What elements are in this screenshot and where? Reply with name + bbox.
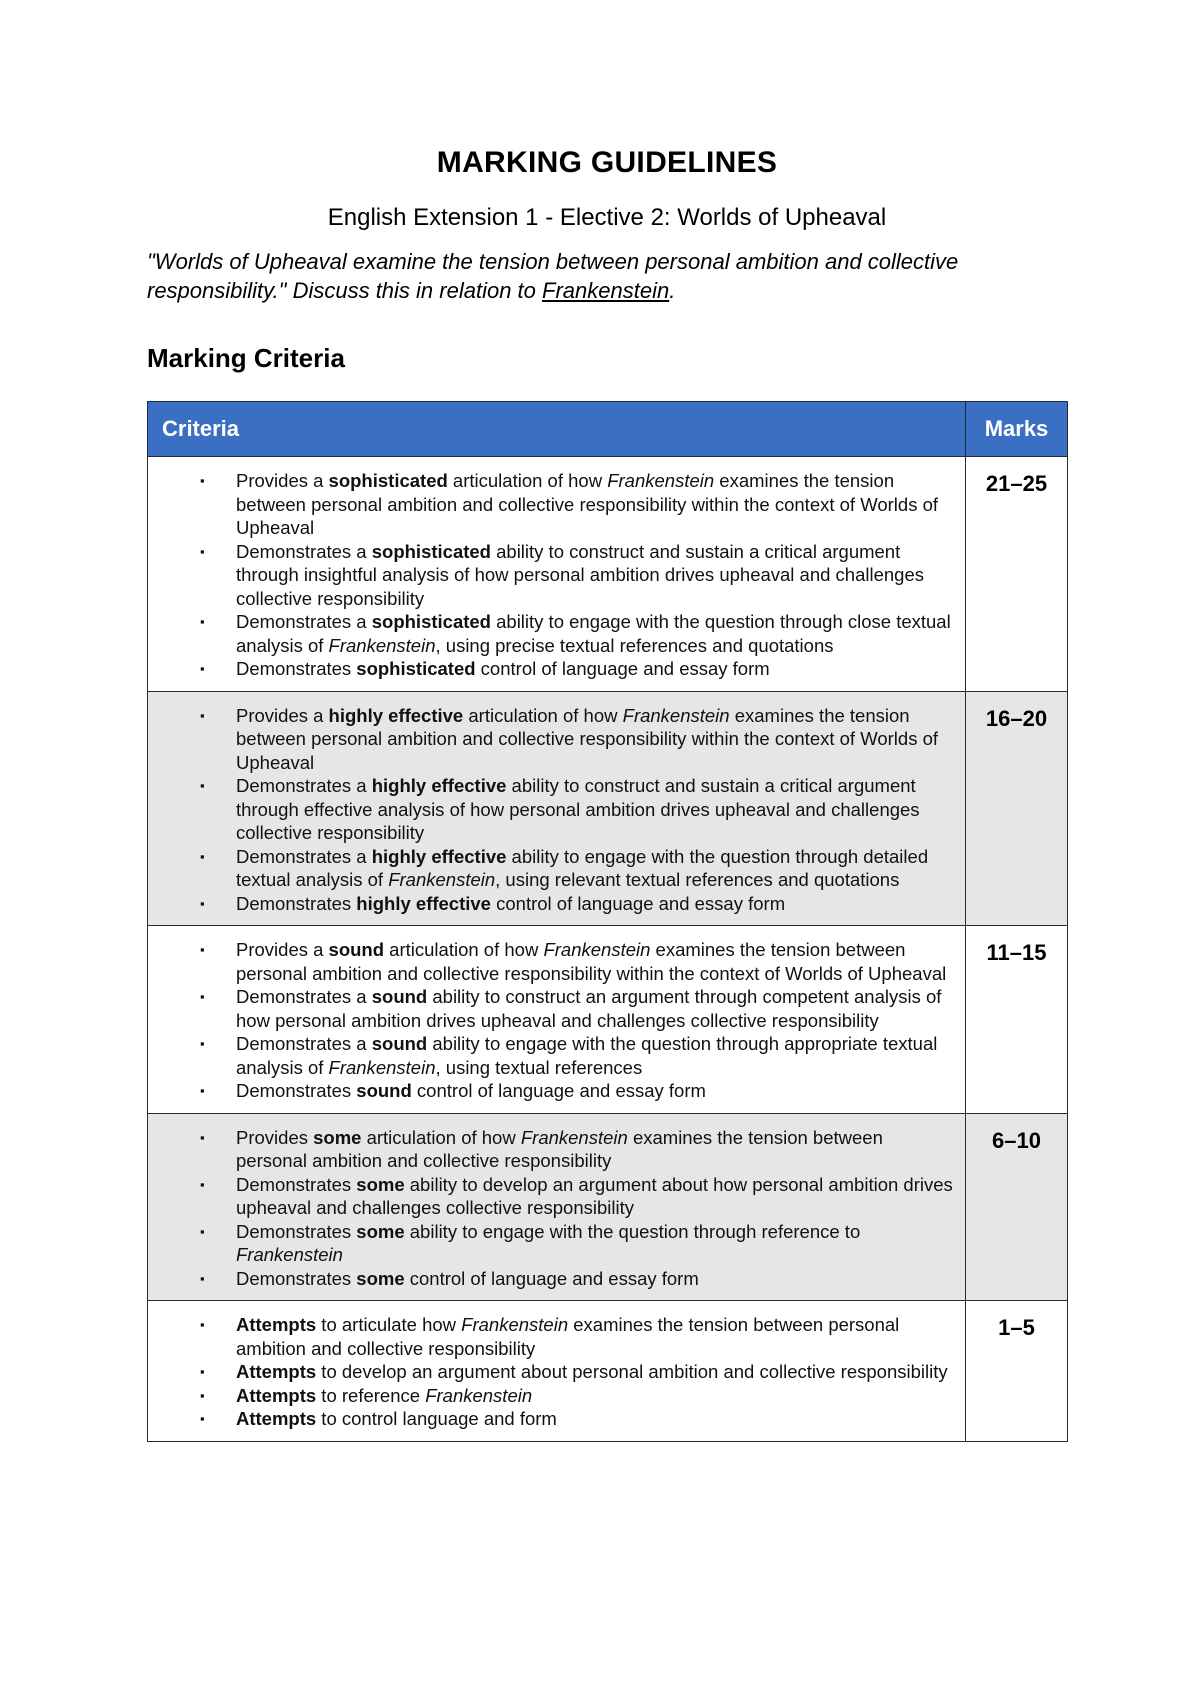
criteria-list-item	[148, 657, 955, 681]
marks-range: 16–20	[966, 691, 1068, 926]
criterion-text-title: Frankenstein	[328, 634, 436, 656]
criterion-text: examines the tension between personal ambition and collective responsibility within the context of Worlds of Upheaval	[236, 470, 939, 538]
criterion-text: articulation of how	[361, 1126, 521, 1148]
bullet-icon: ▪	[200, 1083, 205, 1098]
criterion-level-keyword: highly effective	[328, 704, 464, 726]
criterion-text: ability to engage with the question through close textual analysis of	[236, 611, 951, 656]
criterion-text: control of language and essay form	[490, 892, 786, 914]
bullet-icon: ▪	[200, 707, 205, 723]
table-row	[148, 1301, 1068, 1442]
criterion-text: Demonstrates a	[236, 1033, 372, 1054]
bullet-icon: ▪	[200, 942, 205, 957]
criterion-text: to control language and form	[316, 1408, 557, 1429]
bullet-icon: ▪	[200, 1317, 205, 1332]
criterion-level-keyword: sound	[356, 1080, 412, 1101]
criterion-text: Demonstrates a	[236, 611, 372, 632]
bullet-icon: ▪	[200, 661, 205, 676]
criteria-list-item	[148, 1032, 955, 1079]
bullet-icon: ▪	[200, 895, 205, 911]
bullet-icon: ▪	[200, 1411, 205, 1426]
criterion-text: control of language and essay form	[411, 1080, 706, 1101]
criterion-text-title: Frankenstein	[236, 1244, 343, 1265]
criterion-text: examines the tension between personal ambition and collective responsibility within the context of Worlds of Upheaval	[236, 704, 939, 773]
criterion-level-keyword: sophisticated	[371, 540, 491, 562]
criteria-cell	[148, 691, 966, 926]
question-text-title: Frankenstein	[542, 278, 670, 303]
criteria-list-item	[148, 469, 955, 540]
marks-range: 6–10	[966, 1113, 1068, 1301]
bullet-icon: ▪	[200, 989, 205, 1004]
column-header-marks: Marks	[966, 402, 1068, 457]
criteria-list-item	[148, 1173, 955, 1220]
criterion-text: ability to construct and sustain a critical argument through effective analysis of how personal ambition drives upheaval and challenges collective responsibility	[236, 775, 920, 843]
table-row	[148, 691, 1068, 926]
criterion-text: articulation of how	[384, 939, 544, 960]
criterion-text: Demonstrates a	[236, 540, 372, 562]
criterion-text-title: Frankenstein	[607, 470, 715, 491]
bullet-icon: ▪	[200, 848, 205, 864]
criteria-cell	[148, 1301, 966, 1442]
criterion-text-title: Frankenstein	[520, 1126, 628, 1148]
criterion-text: Demonstrates a	[236, 845, 372, 867]
table-row	[148, 1113, 1068, 1301]
document-title: MARKING GUIDELINES	[436, 146, 778, 179]
bullet-icon: ▪	[200, 1387, 205, 1403]
criteria-list-item	[148, 1407, 955, 1431]
bullet-icon: ▪	[200, 543, 205, 559]
criterion-text: , using precise textual references and quotations	[435, 634, 834, 656]
criteria-list-item	[148, 1384, 955, 1408]
criterion-text: Provides a	[236, 470, 329, 491]
criteria-list-item	[148, 892, 955, 916]
criterion-text: to articulate how	[316, 1314, 462, 1335]
criterion-level-keyword: sophisticated	[328, 470, 448, 491]
criterion-text: Demonstrates	[236, 1080, 357, 1101]
criteria-list-item	[148, 540, 955, 611]
criterion-text: Demonstrates	[236, 658, 357, 679]
marks-range: 11–15	[966, 926, 1068, 1114]
criterion-text: Demonstrates	[236, 892, 357, 914]
bullet-icon: ▪	[200, 1223, 205, 1239]
criteria-list-item	[148, 845, 955, 892]
criterion-level-keyword: sound	[371, 986, 428, 1007]
criteria-list	[148, 1301, 965, 1441]
criteria-list-item	[148, 985, 955, 1032]
criteria-list	[148, 926, 965, 1113]
criterion-text: articulation of how	[463, 704, 623, 726]
criterion-level-keyword: Attempts	[236, 1408, 317, 1429]
criterion-text-title: Frankenstein	[543, 939, 651, 960]
document-subtitle: English Extension 1 - Elective 2: Worlds of Upheaval	[327, 204, 887, 231]
criterion-text: Provides a	[236, 939, 329, 960]
criterion-text: ability to construct an argument through competent analysis of how personal ambition drives upheaval and challenges collective responsibility	[236, 986, 942, 1031]
criteria-list-item	[148, 610, 955, 657]
criterion-text-title: Frankenstein	[461, 1314, 569, 1335]
criteria-list-item	[148, 1220, 955, 1267]
criterion-text: Demonstrates	[236, 1173, 357, 1195]
marks-range: 21–25	[966, 457, 1068, 692]
criterion-text: Demonstrates	[236, 1267, 357, 1289]
criterion-text: Provides	[236, 1126, 314, 1148]
criteria-cell	[148, 457, 966, 692]
criteria-list-item	[148, 1360, 955, 1384]
table-row	[148, 457, 1068, 692]
criterion-text-title: Frankenstein	[425, 1384, 533, 1406]
column-header-criteria: Criteria	[148, 402, 966, 457]
criterion-text-title: Frankenstein	[328, 1056, 436, 1078]
criteria-list-item	[148, 1126, 955, 1173]
bullet-icon: ▪	[200, 1270, 205, 1286]
criterion-level-keyword: Attempts	[236, 1384, 317, 1406]
criterion-level-keyword: some	[356, 1173, 405, 1195]
criterion-text: ability to develop an argument about how personal ambition drives upheaval and challenges collective responsibility	[236, 1173, 953, 1218]
table-row	[148, 926, 1068, 1114]
criterion-text: Demonstrates a	[236, 775, 372, 796]
criterion-level-keyword: sound	[371, 1033, 428, 1054]
criterion-text-title: Frankenstein	[622, 704, 730, 726]
criterion-text: ability to engage with the question through reference to	[404, 1220, 861, 1242]
criterion-text-title: Frankenstein	[388, 869, 496, 890]
criterion-text: ability to engage with the question through detailed textual analysis of	[236, 845, 929, 890]
criterion-level-keyword: some	[356, 1267, 405, 1289]
criteria-cell	[148, 1113, 966, 1301]
criterion-text: examines the tension between personal ambition and collective responsibility	[236, 1126, 883, 1171]
criterion-level-keyword: Attempts	[236, 1361, 317, 1382]
section-heading-marking-criteria: Marking Criteria	[147, 343, 345, 373]
criteria-list-item	[148, 1313, 955, 1360]
criterion-level-keyword: sophisticated	[371, 611, 491, 632]
criterion-text: Provides a	[236, 704, 329, 726]
criterion-text: ability to construct and sustain a critical argument through insightful analysis of how personal ambition drives upheaval and challenges collective responsibility	[236, 540, 925, 609]
criterion-text: , using textual references	[435, 1056, 643, 1078]
criterion-level-keyword: some	[313, 1126, 362, 1148]
criterion-text: control of language and essay form	[404, 1267, 699, 1289]
criterion-level-keyword: sophisticated	[356, 658, 476, 679]
criterion-text: examines the tension between personal ambition and collective responsibility	[236, 1314, 900, 1359]
criterion-text: to develop an argument about personal ambition and collective responsibility	[316, 1361, 948, 1382]
bullet-icon: ▪	[200, 1129, 205, 1145]
criteria-list-item	[148, 704, 955, 775]
marks-range: 1–5	[966, 1301, 1068, 1442]
bullet-icon: ▪	[200, 1364, 205, 1379]
criteria-list-item	[148, 1079, 955, 1103]
criterion-level-keyword: Attempts	[236, 1314, 317, 1335]
question-quote: "Worlds of Upheaval examine the tension between personal ambition and collective responsibility." Discuss this in relation to	[147, 249, 959, 303]
table-body	[148, 457, 1068, 1442]
table-header-row	[148, 402, 1068, 457]
bullet-icon: ▪	[200, 1036, 205, 1051]
criteria-list	[148, 1114, 965, 1301]
criterion-text: Demonstrates	[236, 1220, 357, 1242]
criterion-level-keyword: highly effective	[371, 775, 507, 796]
criteria-list-item	[148, 774, 955, 845]
criterion-text: control of language and essay form	[475, 658, 770, 679]
criteria-list	[148, 457, 965, 691]
criterion-text: to reference	[316, 1384, 426, 1406]
criterion-text: , using relevant textual references and quotations	[495, 869, 900, 890]
criterion-level-keyword: some	[356, 1220, 405, 1242]
criterion-text: examines the tension between personal ambition and collective responsibility within the context of Worlds of Upheaval	[236, 939, 947, 984]
criterion-text: articulation of how	[447, 470, 608, 491]
bullet-icon: ▪	[200, 1176, 205, 1192]
bullet-icon: ▪	[200, 614, 205, 629]
criteria-list-item	[148, 1267, 955, 1291]
essay-question	[147, 247, 1067, 305]
bullet-icon: ▪	[200, 778, 205, 793]
question-end: .	[669, 278, 676, 303]
criteria-list-item	[148, 938, 955, 985]
marking-criteria-table	[147, 401, 1068, 1442]
criteria-cell	[148, 926, 966, 1114]
criterion-level-keyword: sound	[328, 939, 385, 960]
criteria-list	[148, 692, 965, 926]
criterion-level-keyword: highly effective	[356, 892, 491, 914]
criterion-text: Demonstrates a	[236, 986, 372, 1007]
criterion-text: ability to engage with the question through appropriate textual analysis of	[236, 1033, 938, 1078]
criterion-level-keyword: highly effective	[371, 845, 507, 867]
bullet-icon: ▪	[200, 473, 205, 488]
